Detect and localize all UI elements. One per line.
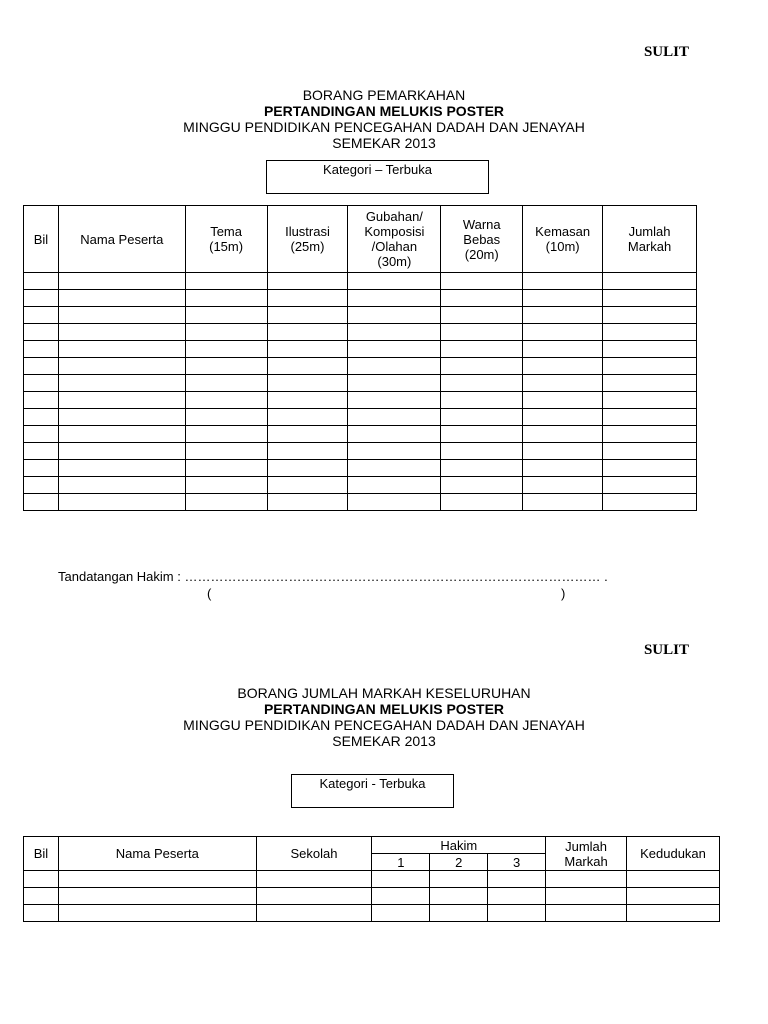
table-cell <box>267 392 348 409</box>
table-cell <box>603 460 697 477</box>
form-title-2: BORANG JUMLAH MARKAH KESELURUHAN <box>237 685 531 701</box>
table-cell <box>523 392 603 409</box>
table-cell <box>185 426 267 443</box>
table-cell <box>58 426 185 443</box>
table-cell <box>603 409 697 426</box>
table-cell <box>24 905 59 922</box>
total-marks-table <box>23 836 720 922</box>
table-cell <box>603 426 697 443</box>
table-cell <box>24 871 59 888</box>
table-cell <box>24 494 59 511</box>
table-cell <box>488 871 546 888</box>
table-cell <box>24 307 59 324</box>
table-row <box>24 460 697 477</box>
table-cell <box>267 324 348 341</box>
event-title-2: MINGGU PENDIDIKAN PENCEGAHAN DADAH DAN JENAYAH <box>183 717 585 733</box>
competition-title-2: PERTANDINGAN MELUKIS POSTER <box>263 701 505 717</box>
header-nama-peserta: Nama Peserta <box>58 206 185 273</box>
table-cell <box>523 358 603 375</box>
table-cell <box>523 443 603 460</box>
header-jumlah-markah-2: Jumlah Markah <box>546 837 627 871</box>
table-row <box>24 905 720 922</box>
table-cell <box>58 905 256 922</box>
table-cell <box>185 392 267 409</box>
table-cell <box>24 426 59 443</box>
table-cell <box>603 358 697 375</box>
table-cell <box>430 888 488 905</box>
form-title-block-2 <box>0 685 768 749</box>
competition-title: PERTANDINGAN MELUKIS POSTER <box>263 103 505 119</box>
table-cell <box>348 477 441 494</box>
table-cell <box>372 905 430 922</box>
table-row <box>24 494 697 511</box>
form-title-block-1 <box>0 87 768 151</box>
table-cell <box>58 341 185 358</box>
table-cell <box>603 443 697 460</box>
table-cell <box>348 426 441 443</box>
table-cell <box>24 341 59 358</box>
table-cell <box>185 443 267 460</box>
table-cell <box>267 409 348 426</box>
table-cell <box>603 341 697 358</box>
table-cell <box>185 409 267 426</box>
header-bil: Bil <box>24 206 59 273</box>
table-cell <box>24 477 59 494</box>
table-cell <box>24 273 59 290</box>
table-cell <box>603 273 697 290</box>
table-cell <box>185 290 267 307</box>
table-cell <box>185 494 267 511</box>
table-cell <box>267 426 348 443</box>
table-cell <box>441 460 523 477</box>
sulit-label-top: SULIT <box>643 44 689 60</box>
table-cell <box>441 375 523 392</box>
table-cell <box>523 307 603 324</box>
signature-dots: : …………………………………………………………………………………… . <box>177 569 608 584</box>
table-row <box>24 358 697 375</box>
table-cell <box>441 273 523 290</box>
scoring-table-header <box>24 206 697 273</box>
table-cell <box>58 392 185 409</box>
table-cell <box>523 290 603 307</box>
header-ilustrasi: Ilustrasi (25m) <box>267 206 348 273</box>
table-cell <box>58 494 185 511</box>
table-cell <box>441 358 523 375</box>
judge-signature-line <box>58 569 608 584</box>
table-row <box>24 341 697 358</box>
table-row <box>24 426 697 443</box>
table-cell <box>267 273 348 290</box>
header-kemasan: Kemasan (10m) <box>523 206 603 273</box>
table-cell <box>58 358 185 375</box>
table-cell <box>267 460 348 477</box>
table-cell <box>523 477 603 494</box>
table-cell <box>488 905 546 922</box>
header-hakim-2: 2 <box>430 854 488 871</box>
table-cell <box>348 273 441 290</box>
judge-name-open-paren: ( <box>207 586 212 601</box>
header-nama-peserta-2: Nama Peserta <box>58 837 256 871</box>
header-hakim-1: 1 <box>372 854 430 871</box>
table-row <box>24 871 720 888</box>
table-cell <box>24 443 59 460</box>
table-row <box>24 409 697 426</box>
table-cell <box>603 290 697 307</box>
table-cell <box>24 888 59 905</box>
table-cell <box>256 888 372 905</box>
table-row <box>24 307 697 324</box>
table-cell <box>185 477 267 494</box>
table-cell <box>58 409 185 426</box>
table-cell <box>348 460 441 477</box>
table-cell <box>348 375 441 392</box>
table-cell <box>348 358 441 375</box>
category-box-2: Kategori - Terbuka <box>291 774 454 808</box>
table-cell <box>603 494 697 511</box>
table-cell <box>441 409 523 426</box>
table-cell <box>267 307 348 324</box>
table-cell <box>441 307 523 324</box>
table-cell <box>267 477 348 494</box>
table-cell <box>267 375 348 392</box>
table-cell <box>348 494 441 511</box>
table-cell <box>430 871 488 888</box>
table-cell <box>58 307 185 324</box>
header-gubahan: Gubahan/ Komposisi /Olahan (30m) <box>348 206 441 273</box>
table-cell <box>58 273 185 290</box>
table-row <box>24 443 697 460</box>
table-cell <box>267 494 348 511</box>
table-cell <box>24 409 59 426</box>
table-cell <box>603 307 697 324</box>
table-cell <box>185 341 267 358</box>
table-cell <box>185 307 267 324</box>
table-cell <box>348 290 441 307</box>
table-cell <box>348 443 441 460</box>
table-cell <box>627 888 720 905</box>
event-title: MINGGU PENDIDIKAN PENCEGAHAN DADAH DAN JENAYAH <box>183 119 585 135</box>
table-cell <box>185 358 267 375</box>
table-cell <box>523 494 603 511</box>
table-cell <box>24 460 59 477</box>
table-cell <box>546 905 627 922</box>
table-cell <box>58 477 185 494</box>
table-row <box>24 392 697 409</box>
table-cell <box>58 290 185 307</box>
header-warna: Warna Bebas (20m) <box>441 206 523 273</box>
table-cell <box>372 871 430 888</box>
table-cell <box>546 871 627 888</box>
table-cell <box>58 888 256 905</box>
table-cell <box>523 273 603 290</box>
table-cell <box>603 392 697 409</box>
table-cell <box>24 392 59 409</box>
table-cell <box>267 341 348 358</box>
header-bil-2: Bil <box>24 837 59 871</box>
table-cell <box>523 375 603 392</box>
table-cell <box>430 905 488 922</box>
table-cell <box>441 341 523 358</box>
header-tema: Tema (15m) <box>185 206 267 273</box>
header-hakim-3: 3 <box>488 854 546 871</box>
table-row <box>24 290 697 307</box>
table-cell <box>185 324 267 341</box>
table-cell <box>372 888 430 905</box>
table-cell <box>441 426 523 443</box>
table-cell <box>441 290 523 307</box>
table-cell <box>58 375 185 392</box>
table-cell <box>627 871 720 888</box>
table-cell <box>441 392 523 409</box>
table-cell <box>58 460 185 477</box>
scoring-table <box>23 205 697 511</box>
table-cell <box>348 392 441 409</box>
table-cell <box>523 460 603 477</box>
table-cell <box>58 871 256 888</box>
table-cell <box>523 341 603 358</box>
form-title: BORANG PEMARKAHAN <box>302 87 466 103</box>
header-sekolah: Sekolah <box>256 837 372 871</box>
table-row <box>24 477 697 494</box>
table-cell <box>24 358 59 375</box>
table-cell <box>348 307 441 324</box>
table-row <box>24 324 697 341</box>
table-cell <box>348 341 441 358</box>
table-cell <box>256 871 372 888</box>
table-cell <box>24 324 59 341</box>
table-cell <box>523 426 603 443</box>
table-cell <box>267 358 348 375</box>
table-row <box>24 888 720 905</box>
event-subtitle: SEMEKAR 2013 <box>332 135 436 151</box>
event-subtitle-2: SEMEKAR 2013 <box>332 733 436 749</box>
table-cell <box>58 443 185 460</box>
judge-name-close-paren: ) <box>561 586 566 601</box>
table-cell <box>267 290 348 307</box>
header-jumlah: Jumlah Markah <box>603 206 697 273</box>
table-cell <box>441 443 523 460</box>
total-table-header-row-1 <box>24 837 720 854</box>
table-row <box>24 273 697 290</box>
table-cell <box>348 324 441 341</box>
table-cell <box>523 409 603 426</box>
table-cell <box>627 905 720 922</box>
table-cell <box>267 443 348 460</box>
table-row <box>24 375 697 392</box>
table-cell <box>185 460 267 477</box>
header-kedudukan: Kedudukan <box>627 837 720 871</box>
table-cell <box>441 477 523 494</box>
table-cell <box>185 375 267 392</box>
table-cell <box>546 888 627 905</box>
table-cell <box>523 324 603 341</box>
table-cell <box>256 905 372 922</box>
table-cell <box>603 477 697 494</box>
category-box-1: Kategori – Terbuka <box>266 160 489 194</box>
signature-label: Tandatangan Hakim <box>58 569 174 584</box>
table-cell <box>185 273 267 290</box>
sulit-label-bottom: SULIT <box>643 642 689 658</box>
table-cell <box>24 290 59 307</box>
table-cell <box>348 409 441 426</box>
table-cell <box>441 324 523 341</box>
table-cell <box>441 494 523 511</box>
table-cell <box>603 375 697 392</box>
table-cell <box>603 324 697 341</box>
table-cell <box>488 888 546 905</box>
table-cell <box>24 375 59 392</box>
header-hakim: Hakim <box>372 837 546 854</box>
table-cell <box>58 324 185 341</box>
